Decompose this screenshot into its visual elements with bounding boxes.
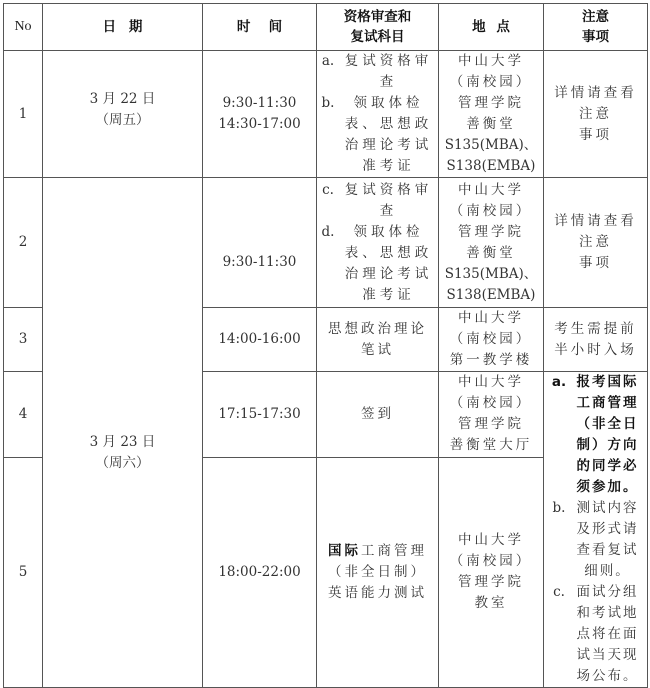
row-notes-merged	[544, 372, 648, 688]
item-text: 测试内容及形式请查看复试细则。	[576, 500, 639, 579]
row-subject	[317, 372, 439, 458]
location-line: S135(MBA)、	[444, 265, 538, 282]
notes-line: 详情请查看	[554, 84, 637, 101]
location-line: 管理学院	[458, 574, 524, 591]
table-row	[4, 178, 648, 308]
row-notes	[544, 308, 648, 372]
date-line1: 3 月 22 日	[89, 91, 156, 107]
location-line: 第一教学楼	[449, 352, 533, 368]
time-line1: 9:30-11:30	[222, 95, 297, 111]
subject-line: 英语能力测试	[328, 584, 427, 601]
subject-line: 签到	[361, 405, 394, 422]
subject-bold-text: 国际	[328, 542, 361, 559]
notes-line: 详情请查看	[554, 213, 637, 229]
row-time: 18:00-22:00	[203, 457, 317, 687]
subject-line: 笔试	[361, 341, 394, 358]
subject-line: 思想政治理论	[328, 320, 427, 337]
row-date-merged	[43, 178, 203, 688]
row-time: 14:00-16:00	[203, 308, 317, 372]
notes-line: 考生需提前	[554, 320, 637, 337]
header-notes-line1: 注意	[582, 9, 609, 25]
item-text: 领取体检表、思想政治理论考试准考证	[344, 223, 433, 303]
location-line: （南校园）	[449, 553, 533, 570]
item-text: 复试资格审查	[344, 53, 433, 90]
row-time	[203, 178, 317, 308]
date-line2: （周六）	[95, 454, 150, 471]
item-text: 领取体检表、思想政治理论考试准考证	[344, 95, 433, 174]
location-line: 中山大学	[458, 53, 524, 69]
row-time	[203, 51, 317, 178]
row-location	[439, 178, 544, 308]
header-location-label: 地 点	[472, 19, 510, 35]
row-notes	[544, 51, 648, 178]
location-line: 教室	[474, 595, 508, 612]
header-subject-line2: 复试科目	[350, 29, 405, 45]
notes-item	[548, 582, 645, 687]
location-line: S138(EMBA)	[446, 286, 536, 303]
item-marker: d.	[321, 223, 335, 240]
subject-item	[317, 180, 438, 222]
row-subject	[317, 178, 439, 308]
row-no: 5	[4, 457, 43, 687]
item-marker: c.	[553, 584, 565, 600]
row-notes	[544, 178, 648, 308]
header-row	[4, 4, 648, 51]
date-line2: （周五）	[95, 112, 150, 128]
location-line: 中山大学	[458, 310, 524, 326]
subject-item	[317, 222, 438, 306]
header-notes	[544, 4, 648, 51]
location-line: 中山大学	[458, 181, 524, 198]
row-no: 4	[4, 372, 43, 458]
header-date-label: 日 期	[102, 19, 143, 35]
location-line: 善衡堂	[466, 116, 516, 132]
notes-item	[548, 498, 645, 582]
row-no: 3	[4, 308, 43, 372]
header-date	[43, 4, 203, 51]
notes-line: 注意	[579, 105, 612, 122]
location-line: （南校园）	[449, 202, 533, 219]
row-location	[439, 51, 544, 178]
row-subject	[317, 457, 439, 687]
item-text: 复试资格审查	[344, 181, 433, 219]
location-line: 善衡堂大厅	[449, 437, 533, 454]
location-line: 善衡堂	[466, 244, 516, 261]
location-line: （南校园）	[449, 331, 533, 347]
header-location	[439, 4, 544, 51]
item-marker: c.	[322, 181, 334, 198]
schedule-table	[3, 3, 648, 688]
row-location	[439, 372, 544, 458]
item-text: 报考国际工商管理（非全日制）方向的同学必须参加。	[576, 374, 639, 495]
table-row	[4, 51, 648, 178]
row-time: 17:15-17:30	[203, 372, 317, 458]
item-marker: a.	[551, 374, 567, 390]
row-location	[439, 308, 544, 372]
row-subject	[317, 51, 439, 178]
row-location	[439, 457, 544, 687]
subject-line: （非全日制）	[328, 563, 427, 580]
subject-item	[317, 93, 438, 177]
notes-line: 半小时入场	[554, 341, 637, 358]
header-no: No	[4, 4, 43, 51]
row-no: 1	[4, 51, 43, 178]
date-line1: 3 月 23 日	[89, 433, 156, 450]
subject-item	[317, 51, 438, 93]
subject-text: 工商管理	[361, 542, 427, 559]
subject-line	[317, 541, 438, 562]
item-marker: b.	[552, 500, 566, 516]
header-subject-line1: 资格审查和	[343, 9, 412, 25]
row-subject	[317, 308, 439, 372]
notes-item	[548, 372, 645, 498]
header-subject	[317, 4, 439, 51]
row-no: 2	[4, 178, 43, 308]
location-line: 中山大学	[458, 374, 524, 391]
row-date	[43, 51, 203, 178]
notes-line: 事项	[579, 255, 612, 271]
location-line: 管理学院	[458, 95, 524, 111]
location-line: （南校园）	[449, 395, 533, 412]
item-marker: b.	[321, 95, 335, 111]
location-line: S135(MBA)、	[444, 137, 538, 153]
notes-line: 注意	[579, 234, 612, 250]
item-marker: a.	[321, 53, 335, 69]
notes-line: 事项	[579, 126, 612, 143]
location-line: 管理学院	[458, 416, 524, 433]
location-line: 管理学院	[458, 223, 524, 240]
header-notes-line2: 事项	[582, 29, 609, 45]
time-line1: 9:30-11:30	[222, 254, 297, 270]
location-line: S138(EMBA)	[446, 158, 536, 174]
location-line: 中山大学	[458, 532, 524, 549]
item-text: 面试分组和考试地点将在面试当天现场公布。	[576, 584, 639, 684]
location-line: （南校园）	[449, 74, 533, 90]
header-time: 时 间	[203, 4, 317, 51]
time-line2: 14:30-17:00	[218, 116, 301, 132]
